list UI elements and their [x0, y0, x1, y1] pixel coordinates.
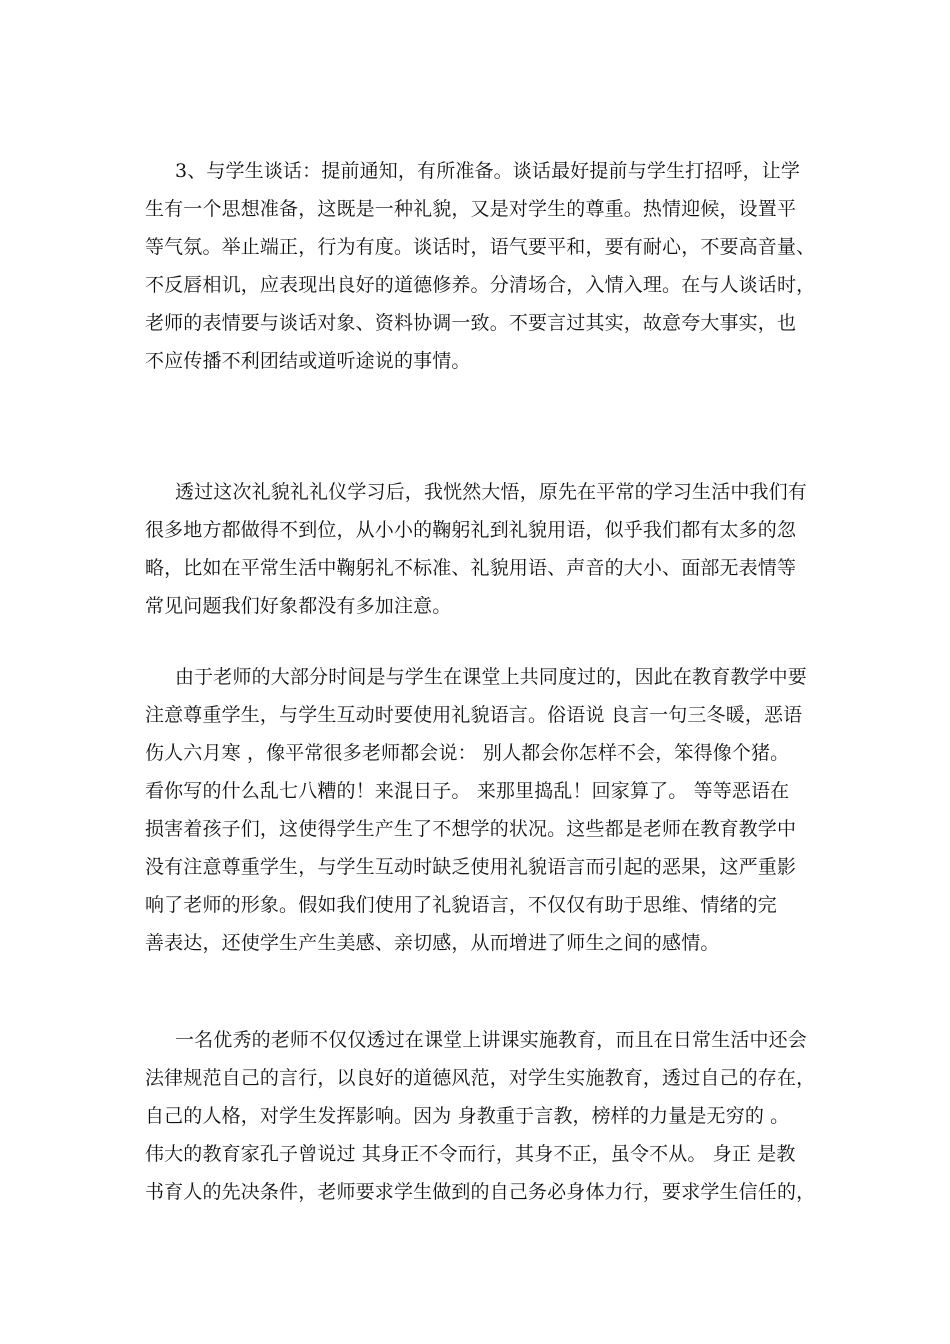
text-line: 法律规范自己的言行，以良好的道德风范，对学生实施教育，透过自己的存在，	[145, 1067, 816, 1089]
text-line: 书育人的先决条件，老师要求学生做到的自己务必身体力行，要求学生信任的，	[145, 1181, 816, 1203]
text-line: 等气氛。举止端正，行为有度。谈话时，语气要平和，要有耐心，不要高音量、	[145, 236, 816, 258]
text-line: 善表达，还使学生产生美感、亲切感，从而增进了师生之间的感情。	[145, 932, 720, 954]
text-line: 不反唇相讥，应表现出良好的道德修养。分清场合，入情入理。在与人谈话时，	[145, 274, 816, 296]
text-line: 老师的表情要与谈话对象、资料协调一致。不要言过其实，故意夸大事实，也	[145, 312, 797, 334]
text-line: 伤人六月寒 ，像平常很多老师都会说： 别人都会你怎样不会，笨得像个猪。	[145, 742, 790, 764]
text-line: 很多地方都做得不到位，从小小的鞠躬礼到礼貌用语，似乎我们都有太多的忽	[145, 519, 797, 541]
text-line: 常见问题我们好象都没有多加注意。	[145, 595, 452, 617]
text-line: 一名优秀的老师不仅仅透过在课堂上讲课实施教育，而且在日常生活中还会	[175, 1029, 807, 1051]
text-line: 看你写的什么乱七八糟的！来混日子。 来那里捣乱！回家算了。 等等恶语在	[145, 780, 790, 802]
text-line: 不应传播不利团结或道听途说的事情。	[145, 350, 471, 372]
text-line: 自己的人格，对学生发挥影响。因为 身教重于言教，榜样的力量是无穷的 。	[145, 1105, 790, 1127]
paragraph-etiquette-reflection	[145, 473, 810, 625]
text-line: 3、与学生谈话：提前通知，有所准备。谈话最好提前与学生打招呼，让学	[175, 160, 801, 182]
text-line: 注意尊重学生，与学生互动时要使用礼貌语言。俗语说 良言一句三冬暖，恶语	[145, 704, 803, 726]
text-line: 由于老师的大部分时间是与学生在课堂上共同度过的，因此在教育教学中要	[175, 666, 807, 688]
text-line: 透过这次礼貌礼礼仪学习后，我恍然大悟，原先在平常的学习生活中我们有	[175, 481, 807, 503]
text-line: 伟大的教育家孔子曾说过 其身正不令而行，其身不正，虽令不从。 身正 是教	[145, 1143, 796, 1165]
text-line: 生有一个思想准备，这既是一种礼貌，又是对学生的尊重。热情迎候，设置平	[145, 198, 797, 220]
text-line: 没有注意尊重学生，与学生互动时缺乏使用礼貌语言而引起的恶果，这严重影	[145, 856, 797, 878]
paragraph-student-conversation	[145, 152, 816, 380]
paragraph-excellent-teacher	[145, 1021, 816, 1211]
paragraph-respect-students	[145, 658, 810, 962]
text-line: 损害着孩子们，这使得学生产生了不想学的状况。这些都是老师在教育教学中	[145, 818, 797, 840]
text-line: 响了老师的形象。假如我们使用了礼貌语言，不仅仅有助于思维、情绪的完	[145, 894, 777, 916]
text-line: 略，比如在平常生活中鞠躬礼不标准、礼貌用语、声音的大小、面部无表情等	[145, 557, 797, 579]
